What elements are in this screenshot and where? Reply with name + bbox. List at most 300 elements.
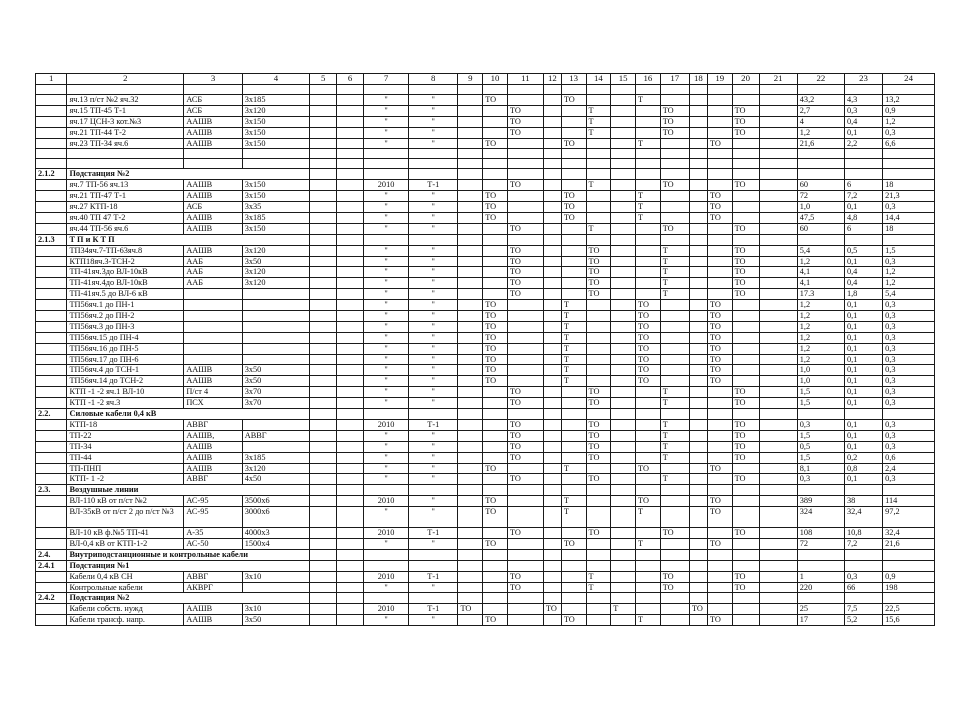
- table-cell: 1,2: [797, 321, 844, 332]
- table-cell: [586, 463, 611, 474]
- table-cell: 3х35: [242, 202, 309, 213]
- table-cell: [242, 354, 309, 365]
- table-cell: ": [409, 615, 458, 626]
- table-cell: ТО: [732, 387, 759, 398]
- table-cell: [507, 604, 543, 615]
- table-cell: 0,1: [844, 376, 882, 387]
- table-cell: [759, 430, 797, 441]
- table-cell: 3х150: [242, 116, 309, 127]
- table-cell: [458, 256, 483, 267]
- table-cell: [561, 105, 586, 116]
- table-cell: [611, 311, 636, 322]
- table-row: [36, 604, 935, 615]
- table-cell: [707, 289, 732, 300]
- table-cell: КТП -1 -2 яч.1 ВЛ-10: [67, 387, 184, 398]
- table-cell: [36, 321, 67, 332]
- table-cell: 0,3: [883, 430, 935, 441]
- table-cell: 4: [797, 116, 844, 127]
- table-cell: ТО: [707, 365, 732, 376]
- table-cell: Т: [660, 441, 689, 452]
- table-cell: [310, 95, 337, 106]
- table-cell: 4000х3: [242, 528, 309, 539]
- table-cell: 17.3: [797, 289, 844, 300]
- empty-cell: [797, 85, 844, 95]
- table-cell: ": [409, 452, 458, 463]
- table-cell: ТО: [732, 180, 759, 191]
- table-cell: Т: [586, 105, 611, 116]
- empty-cell: [883, 159, 935, 169]
- empty-cell: [844, 549, 882, 560]
- table-cell: [543, 615, 561, 626]
- table-cell: 0,1: [844, 441, 882, 452]
- empty-cell: [507, 169, 543, 180]
- table-body: [36, 74, 935, 626]
- table-cell: [759, 267, 797, 278]
- table-cell: [337, 289, 364, 300]
- table-cell: АСБ: [184, 95, 242, 106]
- table-cell: ": [364, 105, 409, 116]
- table-row: [36, 95, 935, 106]
- table-cell: 1,5: [883, 245, 935, 256]
- table-cell: [759, 496, 797, 507]
- empty-cell: [561, 560, 586, 571]
- table-row: [36, 582, 935, 593]
- table-cell: 5,4: [797, 245, 844, 256]
- table-cell: [689, 213, 707, 224]
- empty-cell: [184, 149, 242, 159]
- empty-cell: [543, 159, 561, 169]
- table-cell: ТО: [707, 138, 732, 149]
- table-cell: 0,4: [844, 278, 882, 289]
- table-cell: [611, 289, 636, 300]
- table-cell: [310, 202, 337, 213]
- empty-cell: [507, 593, 543, 604]
- table-cell: [759, 343, 797, 354]
- table-cell: [635, 267, 660, 278]
- table-cell: 1,0: [797, 365, 844, 376]
- empty-cell: [844, 485, 882, 496]
- table-cell: ТО: [732, 256, 759, 267]
- table-cell: 0,3: [883, 202, 935, 213]
- table-cell: [543, 474, 561, 485]
- table-cell: [310, 376, 337, 387]
- table-cell: ТО: [732, 278, 759, 289]
- table-cell: [586, 138, 611, 149]
- table-cell: 1,8: [844, 289, 882, 300]
- table-cell: ТП-41яч.5 до ВЛ-6 кВ: [67, 289, 184, 300]
- table-cell: 0,5: [844, 245, 882, 256]
- table-cell: [759, 507, 797, 528]
- table-cell: ": [409, 365, 458, 376]
- table-cell: ТО: [660, 223, 689, 234]
- table-cell: 0,3: [883, 398, 935, 409]
- table-cell: 4,1: [797, 278, 844, 289]
- table-cell: ТО: [707, 213, 732, 224]
- empty-cell: [707, 159, 732, 169]
- table-cell: Т: [561, 332, 586, 343]
- table-cell: ": [364, 223, 409, 234]
- empty-cell: [310, 560, 337, 571]
- table-cell: [635, 452, 660, 463]
- table-cell: [507, 213, 543, 224]
- table-cell: [611, 354, 636, 365]
- table-cell: 2010: [364, 180, 409, 191]
- empty-cell: [759, 149, 797, 159]
- table-cell: [507, 463, 543, 474]
- table-cell: 0,3: [883, 354, 935, 365]
- empty-cell: [507, 85, 543, 95]
- table-cell: [483, 127, 508, 138]
- table-cell: 1,0: [797, 376, 844, 387]
- table-cell: ТО: [660, 571, 689, 582]
- empty-cell: [409, 234, 458, 245]
- table-cell: [310, 300, 337, 311]
- table-cell: 3х70: [242, 398, 309, 409]
- table-cell: ": [409, 278, 458, 289]
- table-cell: Т: [561, 376, 586, 387]
- empty-cell: [409, 149, 458, 159]
- table-cell: 3х120: [242, 463, 309, 474]
- empty-cell: [707, 409, 732, 420]
- section-header-row: [36, 485, 935, 496]
- empty-cell: [732, 149, 759, 159]
- table-cell: [689, 430, 707, 441]
- table-cell: ": [409, 267, 458, 278]
- table-cell: ТП-41яч.3до ВЛ-10кВ: [67, 267, 184, 278]
- table-cell: ": [364, 441, 409, 452]
- table-cell: ТО: [483, 343, 508, 354]
- empty-cell: [483, 485, 508, 496]
- table-cell: [310, 452, 337, 463]
- table-cell: [707, 430, 732, 441]
- empty-cell: [242, 149, 309, 159]
- table-cell: 3000х6: [242, 507, 309, 528]
- table-row: [36, 571, 935, 582]
- table-cell: ТО: [586, 387, 611, 398]
- table-cell: ТО: [483, 213, 508, 224]
- table-cell: ": [409, 289, 458, 300]
- empty-cell: [732, 549, 759, 560]
- table-cell: ТО: [586, 289, 611, 300]
- table-cell: [611, 267, 636, 278]
- table-cell: ААШВ: [184, 245, 242, 256]
- table-cell: Т: [635, 213, 660, 224]
- table-cell: [561, 441, 586, 452]
- table-cell: [483, 267, 508, 278]
- table-cell: 5,4: [883, 289, 935, 300]
- table-cell: [543, 116, 561, 127]
- table-cell: [561, 127, 586, 138]
- table-cell: ТО: [732, 398, 759, 409]
- empty-cell: [611, 169, 636, 180]
- table-cell: ТО: [543, 604, 561, 615]
- empty-cell: [759, 85, 797, 95]
- table-cell: 2,4: [883, 463, 935, 474]
- table-cell: [759, 463, 797, 474]
- empty-cell: [364, 560, 409, 571]
- table-cell: [507, 300, 543, 311]
- empty-cell: [409, 159, 458, 169]
- table-cell: [507, 538, 543, 549]
- blank-row: [36, 85, 935, 95]
- table-cell: [36, 213, 67, 224]
- table-row: [36, 376, 935, 387]
- table-cell: [635, 604, 660, 615]
- table-cell: ": [364, 430, 409, 441]
- table-cell: [586, 311, 611, 322]
- table-cell: [543, 376, 561, 387]
- table-cell: [458, 180, 483, 191]
- empty-cell: [732, 560, 759, 571]
- table-cell: [732, 202, 759, 213]
- table-cell: [689, 245, 707, 256]
- empty-cell: [759, 485, 797, 496]
- table-cell: ТО: [483, 311, 508, 322]
- table-cell: [543, 343, 561, 354]
- table-cell: ТО: [635, 365, 660, 376]
- table-cell: [337, 300, 364, 311]
- empty-cell: [660, 234, 689, 245]
- empty-cell: [883, 234, 935, 245]
- table-cell: [759, 604, 797, 615]
- table-cell: ": [364, 127, 409, 138]
- table-cell: [611, 507, 636, 528]
- table-cell: [660, 191, 689, 202]
- empty-cell: [689, 149, 707, 159]
- table-cell: [759, 278, 797, 289]
- empty-cell: [660, 409, 689, 420]
- table-cell: Т-1: [409, 528, 458, 539]
- section-number: 2.2.: [36, 409, 67, 420]
- table-cell: [660, 604, 689, 615]
- table-cell: [543, 571, 561, 582]
- table-cell: [507, 332, 543, 343]
- table-cell: [310, 441, 337, 452]
- table-cell: ТО: [660, 528, 689, 539]
- table-cell: [689, 463, 707, 474]
- table-cell: 2010: [364, 496, 409, 507]
- table-cell: ААБ: [184, 256, 242, 267]
- empty-cell: [586, 549, 611, 560]
- table-cell: ": [409, 191, 458, 202]
- table-cell: [759, 105, 797, 116]
- table-cell: ": [364, 387, 409, 398]
- table-cell: Т: [561, 463, 586, 474]
- table-cell: [337, 278, 364, 289]
- table-cell: 0,3: [883, 256, 935, 267]
- table-cell: [310, 127, 337, 138]
- table-cell: [483, 387, 508, 398]
- section-header-row: [36, 234, 935, 245]
- table-cell: [586, 365, 611, 376]
- table-cell: [732, 376, 759, 387]
- table-cell: [759, 452, 797, 463]
- table-cell: [707, 180, 732, 191]
- table-cell: [586, 213, 611, 224]
- table-row: [36, 463, 935, 474]
- empty-cell: [409, 549, 458, 560]
- table-cell: Т: [635, 202, 660, 213]
- table-cell: 0,3: [883, 332, 935, 343]
- table-cell: 21,3: [883, 191, 935, 202]
- table-cell: ": [364, 191, 409, 202]
- table-cell: [337, 365, 364, 376]
- table-cell: ТО: [483, 138, 508, 149]
- table-cell: ТО: [732, 528, 759, 539]
- table-row: [36, 474, 935, 485]
- column-number-cell: 3: [184, 74, 242, 85]
- table-cell: [242, 582, 309, 593]
- empty-cell: [310, 593, 337, 604]
- table-cell: [36, 615, 67, 626]
- table-cell: ТП-34: [67, 441, 184, 452]
- table-cell: ТП-ПНП: [67, 463, 184, 474]
- table-cell: Т: [660, 245, 689, 256]
- empty-cell: [458, 159, 483, 169]
- table-cell: 0,1: [844, 365, 882, 376]
- empty-cell: [635, 85, 660, 95]
- table-cell: ": [409, 138, 458, 149]
- empty-cell: [337, 409, 364, 420]
- empty-cell: [364, 159, 409, 169]
- table-cell: [337, 256, 364, 267]
- table-cell: ТО: [561, 95, 586, 106]
- table-cell: [36, 604, 67, 615]
- table-cell: [458, 223, 483, 234]
- table-cell: [561, 419, 586, 430]
- empty-cell: [611, 85, 636, 95]
- table-cell: [36, 452, 67, 463]
- table-cell: [689, 615, 707, 626]
- table-row: [36, 311, 935, 322]
- table-cell: [184, 289, 242, 300]
- table-cell: [689, 256, 707, 267]
- table-cell: [337, 213, 364, 224]
- empty-cell: [883, 169, 935, 180]
- table-cell: Т: [660, 398, 689, 409]
- table-cell: 0,3: [844, 571, 882, 582]
- empty-cell: [689, 409, 707, 420]
- table-cell: ТО: [561, 138, 586, 149]
- empty-cell: [561, 159, 586, 169]
- empty-cell: [611, 234, 636, 245]
- table-cell: ": [364, 538, 409, 549]
- table-cell: ТО: [507, 180, 543, 191]
- table-row: [36, 127, 935, 138]
- table-cell: ТО: [707, 300, 732, 311]
- table-row: [36, 496, 935, 507]
- table-cell: яч.21 ТП-44 Т-2: [67, 127, 184, 138]
- table-cell: [483, 571, 508, 582]
- empty-cell: [483, 409, 508, 420]
- empty-cell: [635, 159, 660, 169]
- table-row: [36, 387, 935, 398]
- table-cell: [36, 365, 67, 376]
- table-cell: [611, 474, 636, 485]
- table-cell: [759, 332, 797, 343]
- table-cell: 0,3: [797, 474, 844, 485]
- table-cell: [242, 332, 309, 343]
- table-cell: ТО: [732, 245, 759, 256]
- table-cell: ": [364, 213, 409, 224]
- table-cell: ": [364, 321, 409, 332]
- table-row: [36, 116, 935, 127]
- empty-cell: [611, 593, 636, 604]
- empty-cell: [689, 549, 707, 560]
- table-cell: АС-50: [184, 538, 242, 549]
- table-cell: [561, 267, 586, 278]
- table-cell: ": [364, 267, 409, 278]
- table-cell: [660, 496, 689, 507]
- section-header-row: [36, 593, 935, 604]
- table-cell: [310, 245, 337, 256]
- empty-cell: [483, 234, 508, 245]
- table-cell: ТО: [507, 289, 543, 300]
- table-cell: [458, 452, 483, 463]
- table-cell: ": [364, 365, 409, 376]
- table-cell: ": [364, 256, 409, 267]
- empty-cell: [707, 169, 732, 180]
- empty-cell: [507, 549, 543, 560]
- table-cell: [611, 365, 636, 376]
- table-cell: ТО: [507, 245, 543, 256]
- table-cell: [707, 571, 732, 582]
- empty-cell: [483, 169, 508, 180]
- table-cell: АСБ: [184, 202, 242, 213]
- empty-cell: [337, 149, 364, 159]
- table-cell: [36, 430, 67, 441]
- empty-cell: [707, 234, 732, 245]
- table-cell: ТО: [586, 267, 611, 278]
- table-cell: КТП- 1 -2: [67, 474, 184, 485]
- empty-cell: [409, 485, 458, 496]
- table-cell: ": [364, 343, 409, 354]
- table-cell: 3х10: [242, 604, 309, 615]
- empty-cell: [561, 409, 586, 420]
- table-cell: ": [364, 615, 409, 626]
- empty-cell: [844, 234, 882, 245]
- table-cell: Т: [635, 538, 660, 549]
- table-cell: [242, 300, 309, 311]
- table-cell: [337, 582, 364, 593]
- table-cell: Т: [561, 354, 586, 365]
- table-cell: АВВГ: [184, 474, 242, 485]
- table-cell: 324: [797, 507, 844, 528]
- table-cell: [507, 202, 543, 213]
- table-cell: [458, 191, 483, 202]
- table-cell: ААШВ: [184, 452, 242, 463]
- table-cell: ": [364, 354, 409, 365]
- table-cell: [310, 256, 337, 267]
- table-cell: ТО: [507, 105, 543, 116]
- table-cell: ТП56яч.1 до ПН-1: [67, 300, 184, 311]
- table-cell: [689, 474, 707, 485]
- table-cell: [310, 496, 337, 507]
- empty-cell: [458, 169, 483, 180]
- table-cell: ААБ: [184, 278, 242, 289]
- table-cell: ТО: [561, 615, 586, 626]
- table-cell: Т-1: [409, 571, 458, 582]
- empty-cell: [759, 169, 797, 180]
- table-row: [36, 321, 935, 332]
- table-cell: Т: [635, 191, 660, 202]
- empty-cell: [707, 85, 732, 95]
- table-cell: 0,3: [797, 419, 844, 430]
- table-cell: [611, 332, 636, 343]
- table-cell: [337, 474, 364, 485]
- table-cell: 0,3: [883, 365, 935, 376]
- table-cell: ТО: [507, 419, 543, 430]
